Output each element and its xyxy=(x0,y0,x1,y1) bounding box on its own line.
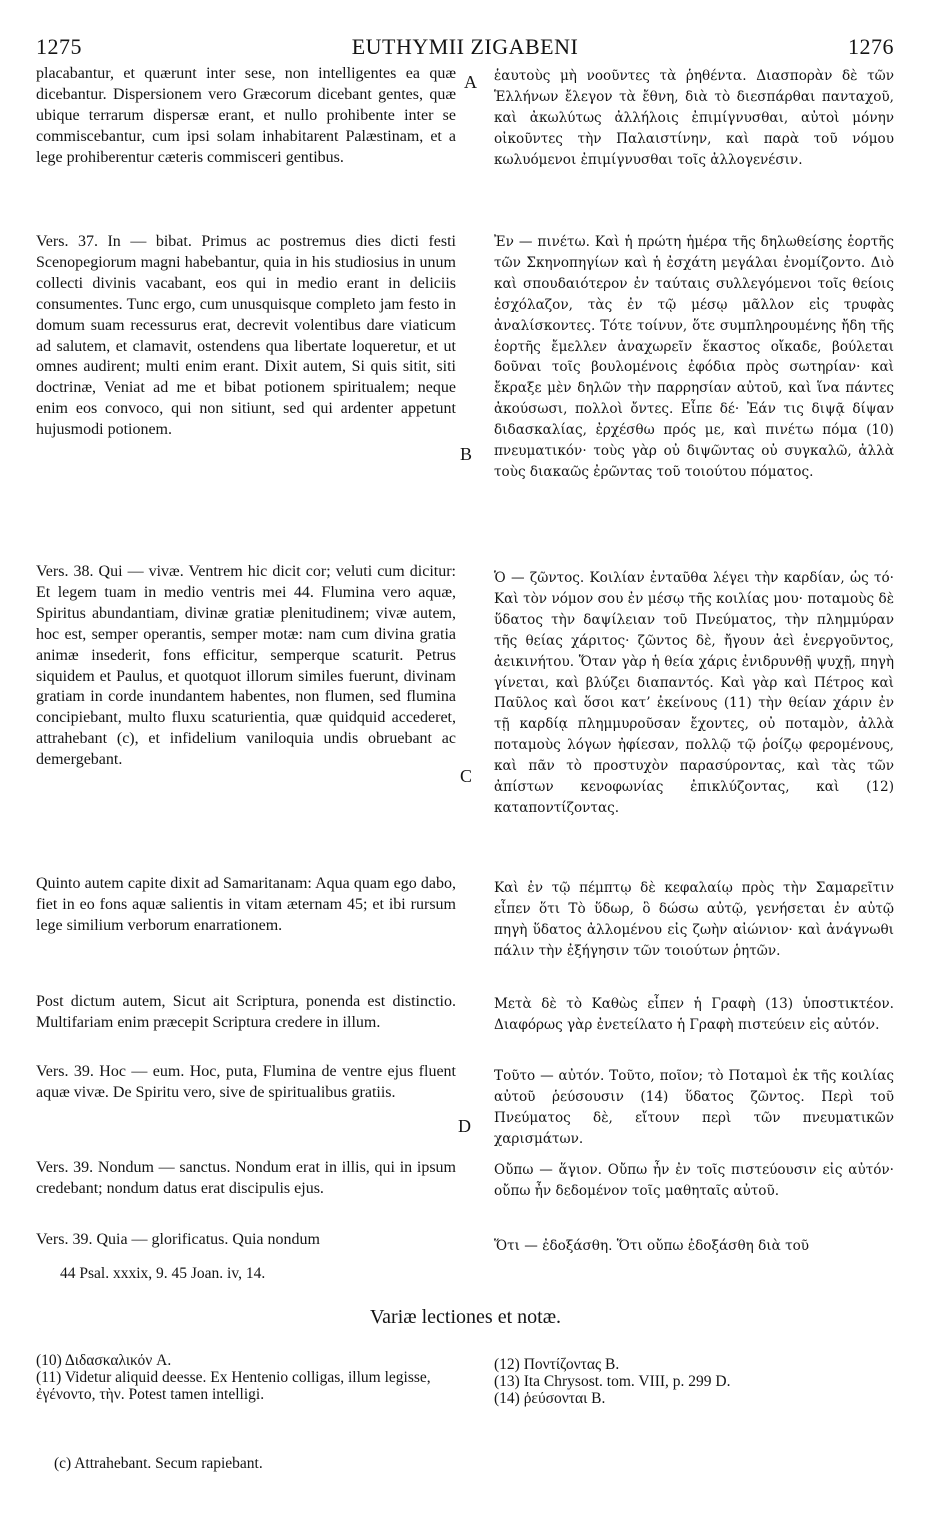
note-item: (13) Ita Chrysost. tom. VIII, p. 299 D. xyxy=(494,1373,731,1390)
greek-paragraph: Μετὰ δὲ τὸ Καθὼς εἶπεν ἡ Γραφὴ (13) ὑποστικτέον. Διαφόρως γὰρ ἐνετείλατο ἡ Γραφὴ πιστεύειν εἰς αὐτόν. xyxy=(494,996,894,1033)
note-item: (14) ῥεύσονται B. xyxy=(494,1390,606,1407)
notes-heading: Variæ lectiones et notæ. xyxy=(369,1306,562,1328)
latin-paragraph: Post dictum autem, Sicut ait Scriptura, ponenda est distinctio. Multifariam enim præcepit Scriptura credere in illum. xyxy=(36,993,456,1031)
margin-letter-d: D xyxy=(458,1116,471,1136)
note-item: (12) Ποντίζοντας B. xyxy=(494,1356,620,1373)
page-number-left: 1275 xyxy=(36,34,82,59)
greek-paragraph: Ἐν — πινέτω. Καὶ ἡ πρώτη ἡμέρα τῆς δηλωθείσης ἑορτῆς τῶν Σκηνοπηγίων καὶ ἡ ἐσχάτη μεγάλαι ἐνομίζοντο. Διὸ καὶ σπουδαιότερον ἐν ταύταις συλλεγόμενοι τοῖς θείοις ἐσχόλαζον, τὰς ἐν τῷ μέσῳ μᾶλλον εἰς τρυφὰς ἀναλίσκοντες. Τότε τοίνυν, ὅτε συμπληρουμένης ἤδη τῆς ἑορτῆς ἔμελλεν ἀναχωρεῖν ἕκαστος οἴκαδε, βούλεται δοῦναι τοῖς βουλομένοις ἐφόδια πρὸς σωτηρίαν· καὶ ἔκραξε μὲν δηλῶν τὴν παρρησίαν αὐτοῦ, καὶ ἵνα πάντες ἀκούσωσι, πολλοὶ ὄντες. Εἶπε δέ· Ἐάν τις διψᾷ δίψαν διδασκαλίας, ἐρχέσθω πρός με, καὶ πινέτω πόμα (10) πνευματικόν· τοὺς γὰρ οὐ διψῶντας οὐ συγκαλῶ, ἀλλὰ τοὺς διακαῶς ἐρῶντας τοῦ τοιούτου πόματος. xyxy=(494,234,894,480)
latin-paragraph: Vers. 39. Nondum — sanctus. Nondum erat in illis, qui in ipsum credebant; nondum datus erat discipulis ejus. xyxy=(36,1159,456,1197)
page-header xyxy=(36,34,894,64)
note-item: (11) Videtur aliquid deesse. Ex Hentenio colligas, illum legisse, ἐγένοντο, τὴν. Potest tamen intelligi. xyxy=(36,1369,431,1403)
greek-paragraph: Καὶ ἐν τῷ πέμπτῳ δὲ κεφαλαίῳ πρὸς τὴν Σαμαρεῖτιν εἶπεν ὅτι Τὸ ὕδωρ, ὃ δώσω αὐτῷ, γενήσεται ἐν αὐτῷ πηγὴ ὕδατος ἀλλομένου εἰς ζωὴν αἰώνιον· καὶ ἀνάγνωθι πάλιν τὴν ἐξήγησιν τῶν τοιούτων ῥητῶν. xyxy=(494,880,894,959)
latin-paragraph: Vers. 37. In — bibat. Primus ac postremus dies dicti festi Scenopegiorum magni habebantur, quia in his studiosius in unum collecti divinis vacabant, eos qui in medio erant in deliciis consumentes. Tunc ergo, cum unusquisque completo jam festo in domum suam recessurus erat, decrevit volentibus dare viaticum ad salutem, et clamavit, ostendens qua libertate loqueretur, et ut omnes audirent; multi enim erant. Dixit autem, Si quis sitit, siti doctrinæ, Veniat ad me et bibat potionem spiritualem; neque enim eos convoco, qui non sitiunt, sed qui ardenter appetunt hujusmodi potionem. xyxy=(36,233,456,439)
notes-right xyxy=(494,1356,894,1407)
margin-letter-b: B xyxy=(460,444,473,464)
greek-paragraph: Τοῦτο — αὐτόν. Τοῦτο, ποῖον; τὸ Ποταμοὶ ἐκ τῆς κοιλίας αὐτοῦ ῥεύσουσιν (14) ὕδατος ζῶντος. Περὶ τοῦ Πνεύματος δὲ, εἴτουν περὶ τῶν πνευματικῶν χαρισμάτων. xyxy=(494,1068,894,1147)
running-title: EUTHYMII ZIGABENI xyxy=(351,34,579,59)
greek-paragraph: Οὔπω — ἅγιον. Οὔπω ἦν ἐν τοῖς πιστεύουσιν εἰς αὐτόν· οὔπω ἦν δεδομένον τοῖς μαθηταῖς αὐτοῦ. xyxy=(494,1162,894,1199)
greek-paragraph: ἑαυτοὺς μὴ νοοῦντες τὰ ῥηθέντα. Διασπορὰν δὲ τῶν Ἑλλήνων ἔλεγον τὰ ἔθνη, διὰ τὸ διεσπάρθαι πανταχοῦ, καὶ ἀκωλύτως ἀλλήλοις ἐπιμίγνυσθαι, αὐτοὶ μόνην οἰκοῦντες τὴν Παλαιστίνην, καὶ παρὰ τοῦ νόμου κωλυόμενοι ἐπιμίγνυσθαι τοῖς ἀλλογενέσιν. xyxy=(494,68,894,168)
latin-paragraph: placabantur, et quærunt inter sese, non intelligentes ea quæ dicebantur. Dispersionem vero Græcorum dicebant gentes, quæ ubique terrarum dispersæ erant, et nullo prohibente inter se commiscebantur, cum ipsi solam inhabitarent Palæstinam, et a lege prohiberentur cæteris commisceri gentibus. xyxy=(36,65,456,166)
note-c: (c) Attrahebant. Secum rapiebant. xyxy=(54,1455,263,1472)
latin-paragraph: Vers. 39. Quia — glorificatus. Quia nondum xyxy=(36,1231,320,1248)
greek-paragraph: Ὅτι — ἐδοξάσθη. Ὅτι οὔπω ἐδοξάσθη διὰ τοῦ xyxy=(494,1238,810,1254)
greek-paragraph: Ὁ — ζῶντος. Κοιλίαν ἐνταῦθα λέγει τὴν καρδίαν, ὡς τό· Καὶ τὸν νόμον σου ἐν μέσῳ τῆς κοιλίας μου· ποταμοὺς δὲ ὕδατος τὴν δαψίλειαν τοῦ Πνεύματος, τὴν πλημμύραν τῆς θείας χάριτος· ζῶντος δὲ, ἤγουν ἀεὶ ἐνεργοῦντος, ἀεικινήτου. Ὅταν γὰρ ἡ θεία χάρις ἐνιδρυνθῇ ψυχῇ, πηγὴ γίνεται, καὶ βλύζει διαπαντός. Καὶ γὰρ καὶ Πέτρος καὶ Παῦλος καὶ ὅσοι κατ’ ἐκείνους (11) τὴν θείαν χάριν ἐν τῇ καρδίᾳ πλημμυροῦσαν ἔχοντες, οὐ ποταμὸν, ἀλλὰ ποταμοὺς λόγων ἠφίεσαν, πολλῷ τῷ ῥοίζῳ φερομένους, καὶ πᾶν τὸ προστυχὸν παρασύροντας, καὶ τὰς τῶν ἀπίστων κενοφωνίας ἐπικλύζοντας, καὶ (12) καταποντίζοντας. xyxy=(494,570,894,816)
margin-letter-a: A xyxy=(464,72,477,92)
latin-footnotes: 44 Psal. xxxix, 9. 45 Joan. iv, 14. xyxy=(60,1265,266,1282)
page-number-right: 1276 xyxy=(848,34,894,59)
margin-letter-c: C xyxy=(460,766,473,786)
notes-left xyxy=(36,1352,456,1403)
latin-paragraph: Vers. 38. Qui — vivæ. Ventrem hic dicit cor; veluti cum dicitur: Et legem tuam in medio ventris mei 44. Flumina vero aquæ, Spiritus abundantiam, divinæ gratiæ plenitudinem; vivæ autem, hoc est, semper operantis, semper motæ: nam cum divina gratia animæ insederit, fons efficitur, semperque scaturit. Petrus siquidem et Paulus, et quotquot illorum similes fuerunt, divinam gratiam in corde inundantem habentes, non flumen, sed flumina concipiebant, multo fluxu scaturientia, quæ quidquid accederet, attrahebant (c), et infidelium vaniloquia undis obruebant ac demergebant. xyxy=(36,563,456,769)
latin-paragraph: Quinto autem capite dixit ad Samaritanam: Aqua quam ego dabo, fiet in eo fons aquæ salientis in vitam æternam 45; et ibi rursum lege similium verborum enarrationem. xyxy=(36,875,456,934)
note-item: (10) Διδασκαλικόν A. xyxy=(36,1352,172,1369)
latin-paragraph: Vers. 39. Hoc — eum. Hoc, puta, Flumina de ventre ejus fluent aquæ vivæ. De Spiritu vero, sive de spiritualibus gratiis. xyxy=(36,1063,456,1101)
